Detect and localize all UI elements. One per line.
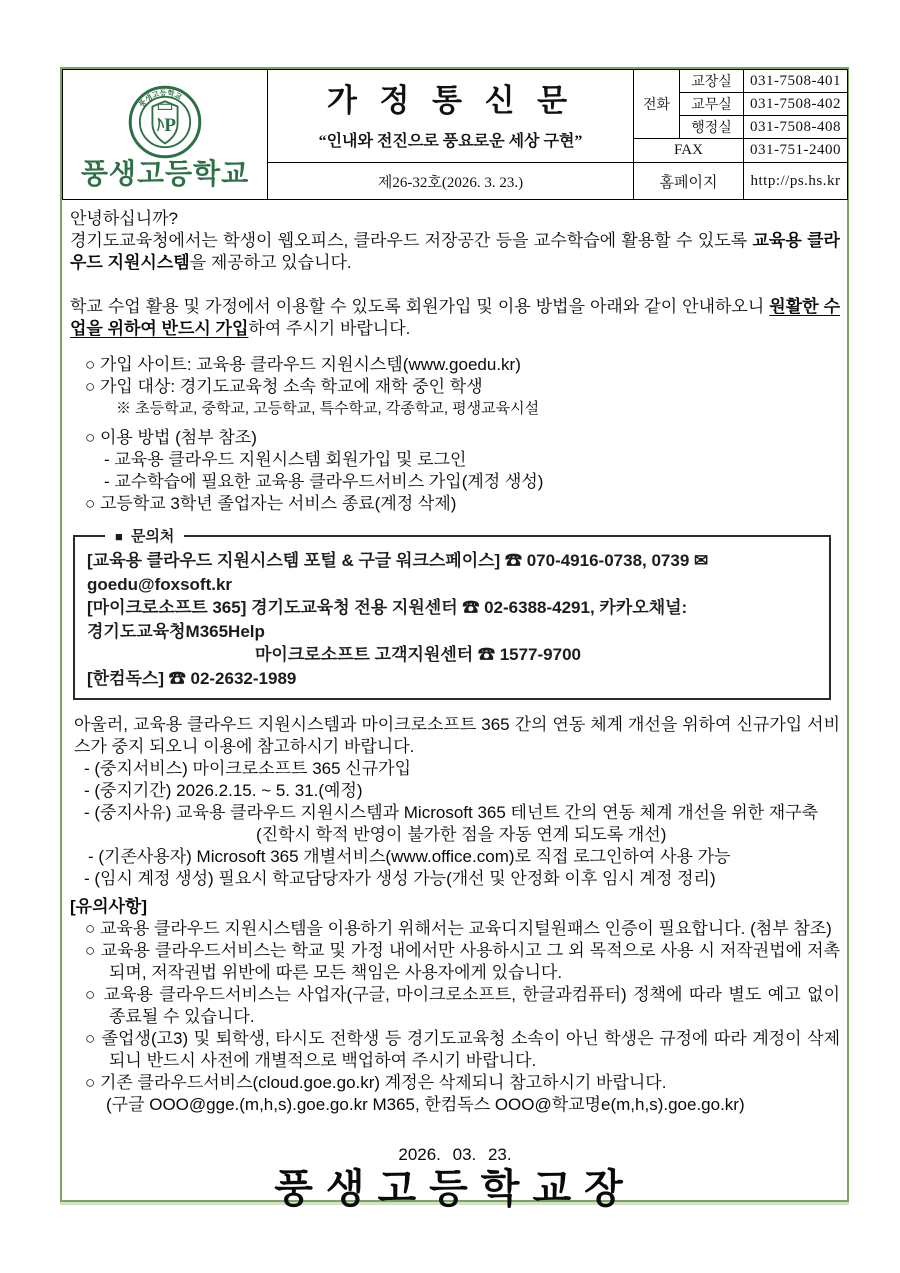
contact-line-ms365 [87,596,817,620]
contact-legend-label: 문의처 [130,528,175,545]
phone-icon: ☎ [462,598,480,617]
notice-item-deletion: ○ 졸업생(고3) 및 퇴학생, 타시도 전학생 등 경기도교육청 소속이 아닌 학생은 규정에 따라 계정이 삭제되니 반드시 사전에 개별적으로 백업하여 주시기 바랍니다. [85,1029,840,1070]
intro-paragraph [70,230,840,274]
room-label-admin: 행정실 [680,116,744,139]
suspension-item-period: - (중지기간) 2026.2.15. ~ 5. 31.(예정) [84,781,363,800]
homepage-url: http://ps.hs.kr [744,163,848,200]
homepage-label: 홈페이지 [634,163,744,200]
contact-service-name: [한컴독스] [87,668,165,688]
emblem-ring-text: 풍생고등학교 [136,87,184,109]
body-greeting: 안녕하십니까? [70,209,178,228]
room-label-principal: 교장실 [680,70,744,93]
suspension-paragraph: 아울러, 교육용 클라우드 지원시스템과 마이크로소프트 365 간의 연동 체계 개선을 위하여 신규가입 서비스가 중지 되오니 이용에 참고하시기 바랍니다. [74,715,840,756]
target-note: ※ 초등학교, 중학교, 고등학교, 특수학교, 각종학교, 평생교육시설 [116,400,540,417]
document-body [62,200,847,1211]
suspension-item-existing: - (기존사용자) Microsoft 365 개별서비스(www.office.com)로 직접 로그인하여 사용 가능 [88,847,731,866]
usage-method-item: ○ 이용 방법 (첨부 참조) [85,428,257,447]
contact-line-ms-support [87,643,817,667]
emblem-letter: P [164,114,177,136]
guide-text-tail: 하여 주시기 바랍니다. [248,319,411,338]
contact-phone-number: 02-6388-4291, [484,598,595,617]
contact-center-name: 마이크로소프트 고객지원센터 [255,645,474,664]
phone-number-admin: 031-7508-408 [744,116,848,139]
school-name: 풍생고등학교 [80,157,250,189]
fax-label: FAX [634,139,744,163]
fax-number: 031-751-2400 [744,139,848,163]
intro-text-tail: 을 제공하고 있습니다. [189,253,352,272]
signature: 풍생고등학교장 [274,1166,636,1211]
guide-bold-underline-text: 원활한 수업을 위하여 반드시 가입 [70,297,840,338]
guide-text: 학교 수업 활용 및 가정에서 이용할 수 있도록 회원가입 및 이용 방법을 아래와 같이 안내하오니 [70,297,770,316]
phone-icon: ☎ [477,645,495,664]
contact-phone-number: 1577-9700 [499,645,581,664]
suspension-item-reason: - (중지사유) 교육용 클라우드 지원시스템과 Microsoft 365 테넌트 간의 연동 체계 개선을 위한 재구축 [84,803,819,822]
contact-box [73,528,831,700]
contact-line-email: goedu@foxsoft.kr [87,574,233,594]
contact-phone-number: 02-2632-1989 [190,668,297,688]
header-table [62,69,848,200]
kakao-channel-label: 카카오채널: [599,598,688,617]
contact-center-name: 경기도교육청 전용 지원센터 [251,598,458,617]
graduation-item: ○ 고등학교 3학년 졸업자는 서비스 종료(계정 삭제) [85,494,457,513]
contact-service-name: [마이크로소프트 365] [87,598,247,617]
newsletter-subtitle: “인내와 전진으로 풍요로운 세상 구현” [318,132,583,150]
contact-line-goedu [87,549,817,573]
signup-site-item: ○ 가입 사이트: 교육용 클라우드 지원시스템(www.goedu.kr) [85,355,521,374]
guide-paragraph [70,296,840,340]
notice-item-copyright: ○ 교육용 클라우드서비스는 학교 및 가정 내에서만 사용하시고 그 외 목적으로 사용 시 저작권법에 저촉되며, 저작권법 위반에 따른 모든 책임은 사용자에게 있습니다. [85,941,840,982]
usage-sub-item-login: - 교육용 클라우드 지원시스템 회원가입 및 로그인 [104,450,467,469]
page-border-box [60,67,849,1211]
newsletter-title: 가 정 통 신 문 [326,82,575,118]
square-bullet-icon: ■ [115,529,123,544]
suspension-item-temp: - (임시 계정 생성) 필요시 학교담당자가 생성 가능(개선 및 안정화 이후 임시 계정 정리) [84,869,716,888]
suspension-item-service: - (중지서비스) 마이크로소프트 365 신규가입 [84,759,411,778]
phone-icon: ☎ [168,668,186,688]
issue-date: 2026. 03. 23. [398,1145,512,1164]
notice-item-onepass: ○ 교육용 클라우드 지원시스템을 이용하기 위해서는 교육디지털원패스 인증이 필요합니다. (첨부 참조) [85,919,832,938]
room-label-teachers: 교무실 [680,93,744,116]
intro-text: 경기도교육청에서는 학생이 웹오피스, 클라우드 저장공간 등을 교수학습에 활용할 수 있도록 [70,231,753,250]
notice-item-termination: ○ 교육용 클라우드서비스는 사업자(구글, 마이크로소프트, 한글과컴퓨터) 정책에 따라 별도 예고 없이 종료될 수 있습니다. [85,985,840,1026]
phone-number-teachers: 031-7508-402 [744,93,848,116]
reason-note: (진학시 학적 반영이 불가한 점을 자동 연계 되도록 개선) [256,825,667,844]
contact-phone-numbers: 070-4916-0738, 0739 [526,551,690,570]
notices-title: [유의사항] [70,897,148,916]
contact-legend [105,525,184,549]
contact-line-hancom [87,667,817,691]
school-logo-cell [63,70,268,200]
usage-sub-item-service: - 교수학습에 필요한 교육용 클라우드서비스 가입(계정 생성) [104,472,544,491]
title-cell [268,70,634,163]
signup-target-item: ○ 가입 대상: 경기도교육청 소속 학교에 재학 중인 학생 [85,377,483,396]
mail-icon: ✉ [694,551,709,570]
contact-service-name: [교육용 클라우드 지원시스템 포털 & 구글 워크스페이스] [87,551,501,570]
account-note: (구글 OOO@gge.(m,h,s).goe.go.kr M365, 한컴독스 OOO@학교명e(m,h,s).goe.go.kr) [106,1095,745,1114]
school-emblem-logo [128,85,202,159]
phone-icon: ☎ [504,551,522,570]
phone-number-principal: 031-7508-401 [744,70,848,93]
intro-bold-text: 교육용 클라우드 지원시스템 [70,231,840,272]
contact-line-kakao-id: 경기도교육청M365Help [87,621,265,641]
issue-number: 제26-32호(2026. 3. 23.) [268,163,634,200]
notice-item-legacy: ○ 기존 클라우드서비스(cloud.goe.go.kr) 계정은 삭제되니 참고하시기 바랍니다. [85,1073,667,1092]
phone-group-label: 전화 [634,70,680,139]
